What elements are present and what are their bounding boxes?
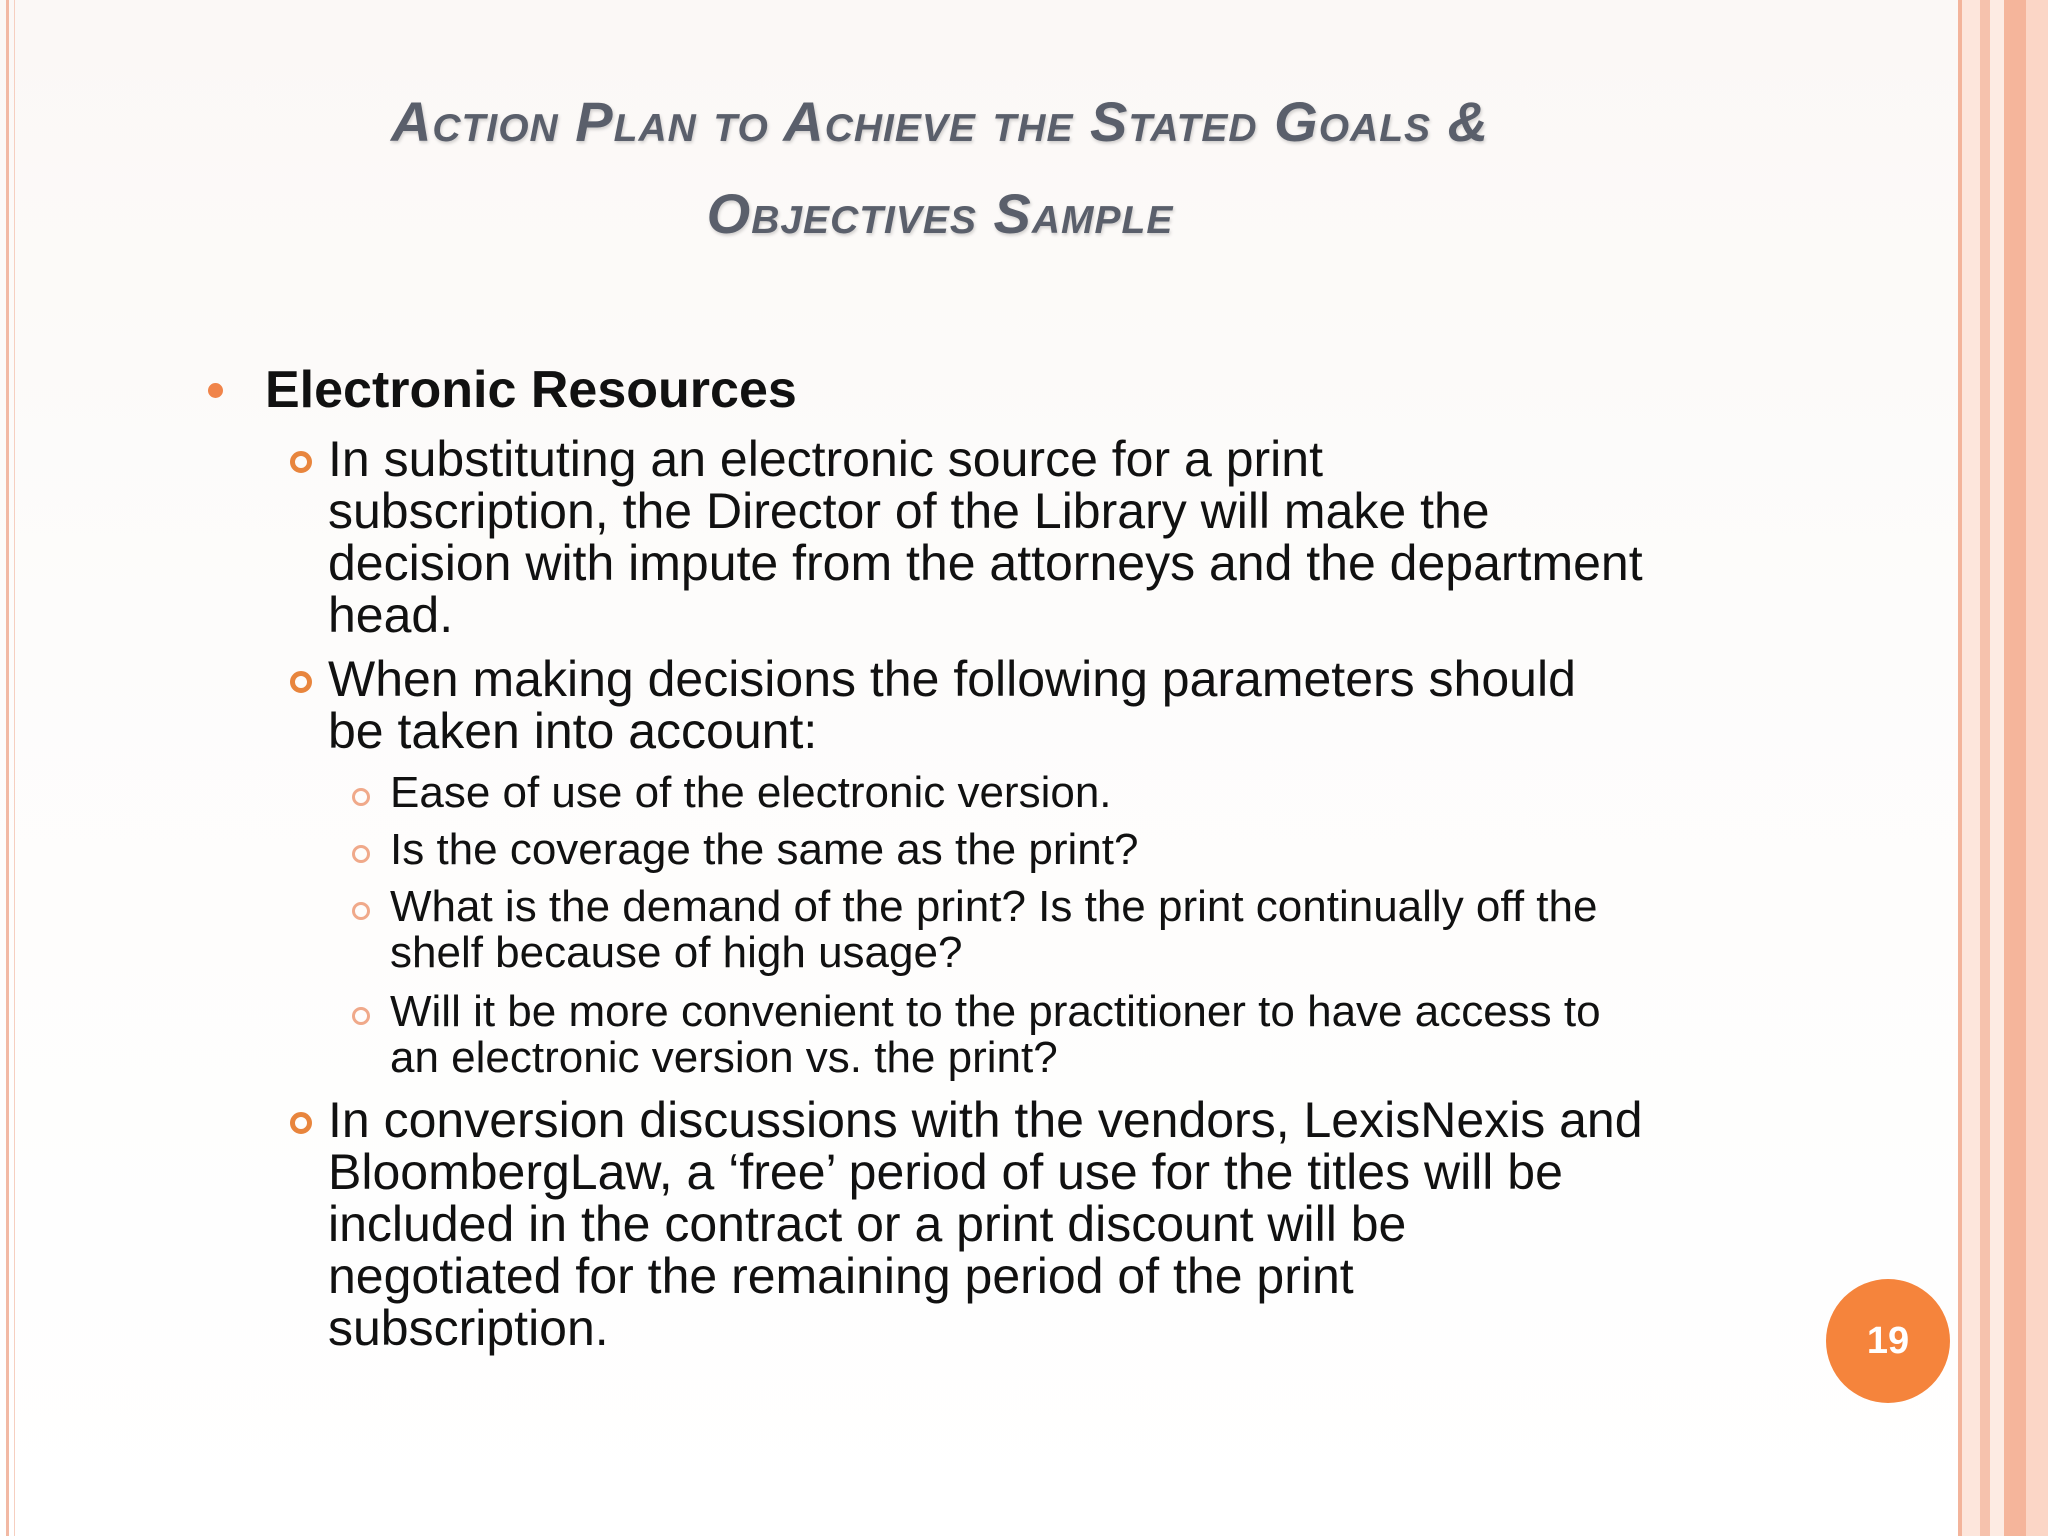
- ring-bullet-icon: [352, 845, 370, 863]
- sub-list-item: [352, 989, 1601, 1081]
- page-number-badge: 19: [1826, 1279, 1950, 1403]
- sub-list-item-text: [390, 827, 1138, 873]
- line: decision with impute from the attorneys and the department: [328, 535, 1643, 591]
- ring-bullet-icon: [352, 788, 370, 806]
- list-item: [290, 433, 1643, 641]
- right-stripe-light: [1962, 0, 1980, 1536]
- slide-title-line1: Action Plan to Achieve the Stated Goals &: [390, 90, 1490, 153]
- right-stripe-edge: [2026, 0, 2048, 1536]
- slide-title-line2: Objectives Sample: [706, 182, 1174, 245]
- line: In substituting an electronic source for a print: [328, 431, 1323, 487]
- sub-list-item-text: [390, 884, 1597, 976]
- line: negotiated for the remaining period of the print: [328, 1248, 1354, 1304]
- line: an electronic version vs. the print?: [390, 1033, 1058, 1082]
- list-item-text: [328, 653, 1576, 757]
- ring-bullet-icon: [290, 451, 312, 473]
- line: When making decisions the following parameters should: [328, 651, 1576, 707]
- line: In conversion discussions with the vendors, LexisNexis and: [328, 1092, 1643, 1148]
- sub-list-item: [352, 827, 1138, 873]
- line: included in the contract or a print discount will be: [328, 1196, 1407, 1252]
- list-item-text: [328, 1094, 1643, 1354]
- bullet-dot-icon: [208, 383, 223, 398]
- line: shelf because of high usage?: [390, 928, 963, 977]
- list-item-text: [328, 433, 1643, 641]
- list-item: [290, 1094, 1643, 1354]
- slide-title: [120, 76, 1760, 260]
- sub-list-item: [352, 770, 1112, 816]
- section-heading: [208, 360, 797, 420]
- line: subscription, the Director of the Library will make the: [328, 483, 1490, 539]
- ring-bullet-icon: [352, 1007, 370, 1025]
- sub-list-item-text: [390, 989, 1601, 1081]
- line: Will it be more convenient to the practitioner to have access to: [390, 987, 1601, 1036]
- line: be taken into account:: [328, 703, 818, 759]
- ring-bullet-icon: [352, 902, 370, 920]
- right-stripe-mid: [1980, 0, 1990, 1536]
- sub-list-item-text: [390, 770, 1112, 816]
- left-border-line-inner: [14, 0, 15, 1536]
- list-item: [290, 653, 1576, 757]
- left-border-line: [6, 0, 9, 1536]
- ring-bullet-icon: [290, 671, 312, 693]
- ring-bullet-icon: [290, 1112, 312, 1134]
- right-stripe-dark: [2004, 0, 2026, 1536]
- sub-list-item: [352, 884, 1597, 976]
- line: What is the demand of the print? Is the print continually off the: [390, 882, 1598, 931]
- line: Is the coverage the same as the print?: [390, 825, 1139, 874]
- line: BloombergLaw, a ‘free’ period of use for the titles will be: [328, 1144, 1563, 1200]
- section-heading-text: Electronic Resources: [265, 361, 797, 419]
- line: head.: [328, 587, 454, 643]
- line: subscription.: [328, 1300, 609, 1356]
- right-stripe-pale: [1990, 0, 2004, 1536]
- line: Ease of use of the electronic version.: [390, 768, 1112, 817]
